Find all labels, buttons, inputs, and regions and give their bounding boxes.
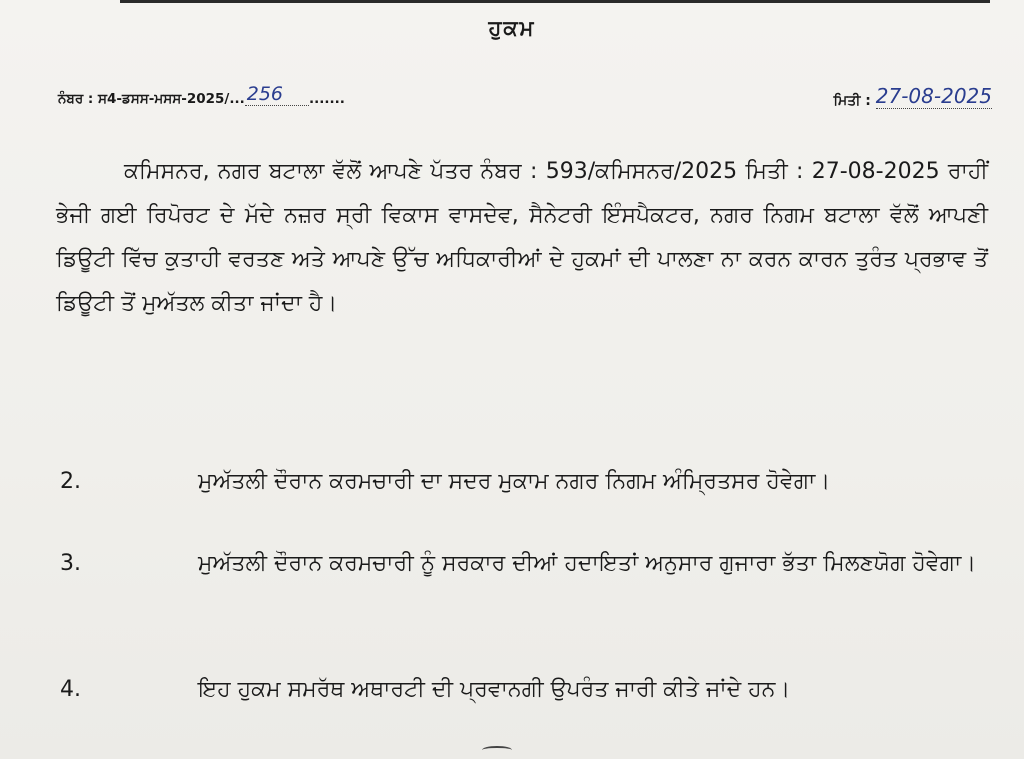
- item-text: ਮੁਅੱਤਲੀ ਦੌਰਾਨ ਕਰਮਚਾਰੀ ਨੂੰ ਸਰਕਾਰ ਦੀਆਂ ਹਦਾਇਤਾਂ ਅਨੁਸਾਰ ਗੁਜਾਰਾ ਭੱਤਾ ਮਿਲਣਯੋਗ ਹੋਵੇਗਾ।: [198, 551, 977, 576]
- item-number: 2.: [60, 469, 81, 494]
- date-label: ਮਿਤੀ :: [833, 93, 871, 109]
- list-item: [56, 460, 988, 504]
- date-handwritten-value: 27-08-2025: [875, 84, 992, 108]
- reference-trailing: .......: [309, 91, 345, 107]
- item-number: 3.: [60, 551, 81, 576]
- item-text: ਇਹ ਹੁਕਮ ਸਮਰੱਥ ਅਥਾਰਟੀ ਦੀ ਪ੍ਰਵਾਨਗੀ ਉਪਰੰਤ ਜਾਰੀ ਕੀਤੇ ਜਾਂਦੇ ਹਨ।: [198, 677, 791, 702]
- list-item: [56, 542, 988, 586]
- document-title: ਹੁਕਮ: [488, 16, 536, 40]
- item-number: 4.: [60, 677, 81, 702]
- top-divider: [120, 0, 990, 3]
- main-paragraph: ਕਮਿਸਨਰ, ਨਗਰ ਬਟਾਲਾ ਵੱਲੋਂ ਆਪਣੇ ਪੱਤਰ ਨੰਬਰ : 593/ਕਮਿਸਨਰ/2025 ਮਿਤੀ : 27-08-2025 ਰਾਹੀਂ ਭੇਜੀ ਗਈ ਰਿਪੋਰਟ ਦੇ ਮੱਦੇ ਨਜ਼ਰ ਸ੍ਰੀ ਵਿਕਾਸ ਵਾਸਦੇਵ, ਸੈਨੇਟਰੀ ਇੰਸਪੈਕਟਰ, ਨਗਰ ਨਿਗਮ ਬਟਾਲਾ ਵੱਲੋਂ ਆਪਣੀ ਡਿਊਟੀ ਵਿੱਚ ਕੁਤਾਹੀ ਵਰਤਣ ਅਤੇ ਆਪਣੇ ਉੱਚ ਅਧਿਕਾਰੀਆਂ ਦੇ ਹੁਕਮਾਂ ਦੀ ਪਾਲਣਾ ਨਾ ਕਰਨ ਕਾਰਨ ਤੁਰੰਤ ਪ੍ਰਭਾਵ ਤੋਂ ਡਿਊਟੀ ਤੋਂ ਮੁਅੱਤਲ ਕੀਤਾ ਜਾਂਦਾ ਹੈ।: [56, 159, 988, 316]
- list-item: [56, 668, 988, 712]
- reference-label: ਨੰਬਰ : ਸ4-ਡਸਸ-ਮਸਸ-2025/...: [58, 91, 245, 107]
- signature-mark: [482, 746, 512, 754]
- reference-handwritten-number: 256: [245, 83, 309, 106]
- date-line: [834, 86, 992, 110]
- reference-number: [58, 83, 345, 108]
- item-text: ਮੁਅੱਤਲੀ ਦੌਰਾਨ ਕਰਮਚਾਰੀ ਦਾ ਸਦਰ ਮੁਕਾਮ ਨਗਰ ਨਿਗਮ ਅੰਮ੍ਰਿਤਸਰ ਹੋਵੇਗਾ।: [198, 469, 831, 494]
